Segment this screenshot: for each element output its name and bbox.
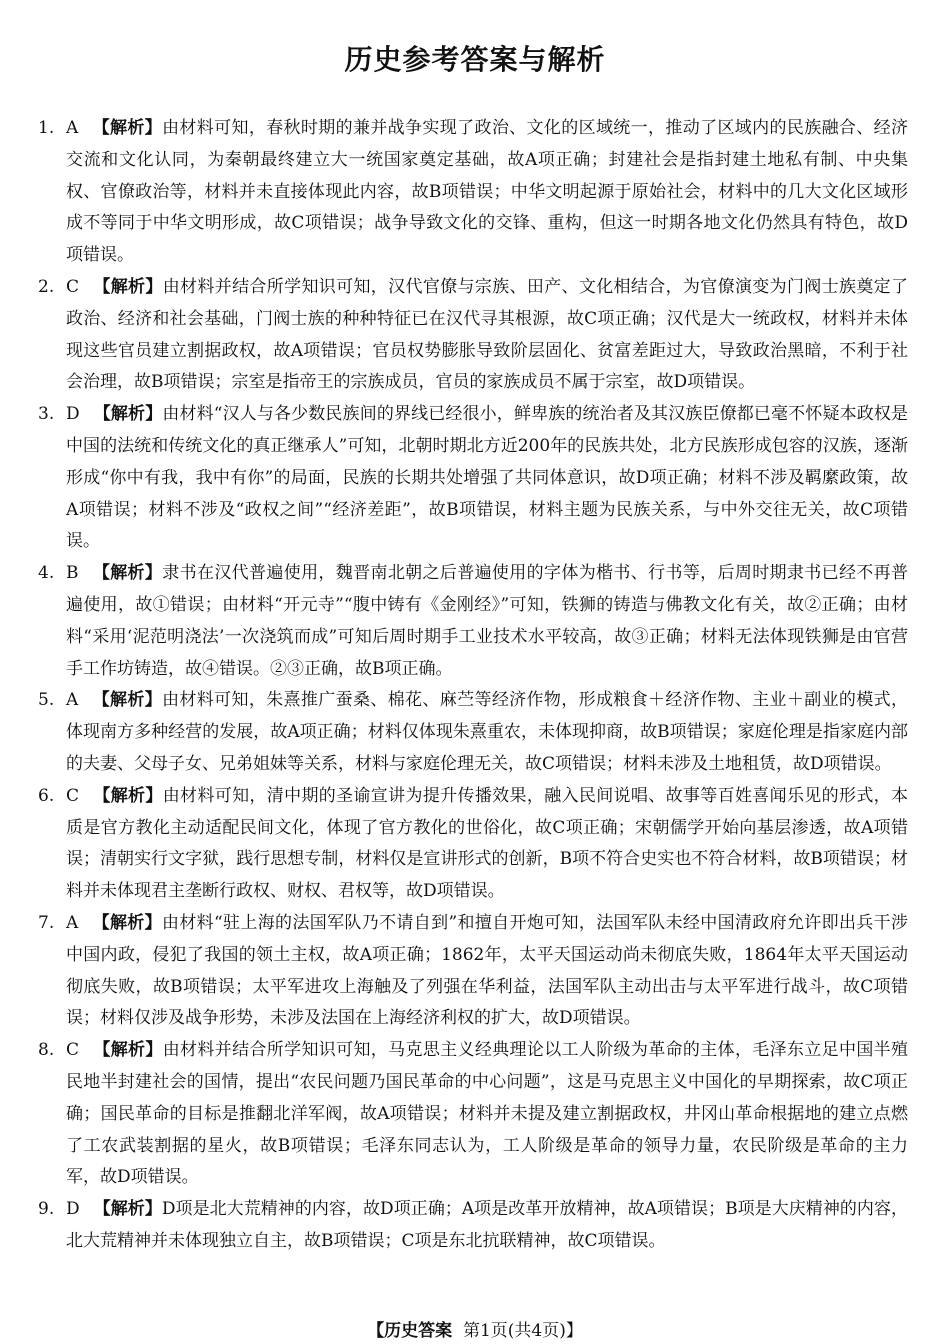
item-answer: C	[66, 1040, 80, 1061]
analysis-tag: 【解析】	[92, 563, 163, 584]
answer-item-3	[38, 399, 908, 558]
item-number: 8.	[38, 1040, 55, 1061]
item-number: 5.	[38, 690, 55, 711]
answer-item-1	[38, 113, 908, 272]
item-number: 7.	[38, 912, 55, 933]
answer-list	[38, 113, 908, 1258]
item-number: 3.	[38, 404, 55, 425]
analysis-text: 由材料并结合所学知识可知，马克思主义经典理论以工人阶级为革命的主体，毛泽东立足中国半殖民地半封建社会的国情，提出“农民问题乃国民革命的中心问题”，这是马克思主义中国化的早期探索，故C项正确；国民革命的目标是推翻北洋军阀，故A项错误；材料并未提及建立割据政权，井冈山革命根据地的建立点燃了工农武装割据的星火，故B项错误；毛泽东同志认为，工人阶级是革命的领导力量，农民阶级是革命的主力军，故D项错误。	[66, 1040, 909, 1188]
page-footer	[0, 1316, 950, 1341]
analysis-tag: 【解析】	[92, 690, 163, 711]
answer-item-8	[38, 1035, 908, 1194]
item-answer: C	[66, 785, 80, 806]
analysis-text: 由材料可知，清中期的圣谕宣讲为提升传播效果，融入民间说唱、故事等百姓喜闻乐见的形式，本质是官方教化主动适配民间文化，体现了官方教化的世俗化，故C项正确；宋朝儒学开始向基层渗透，故A项错误；清朝实行文字狱，践行思想专制，材料仅是宣讲形式的创新，B项不符合史实也不符合材料，故B项错误；材料并未体现君主垄断行政权、财权、君权等，故D项错误。	[66, 785, 909, 902]
item-answer: B	[66, 563, 79, 584]
answer-item-4	[38, 558, 908, 685]
analysis-tag: 【解析】	[92, 912, 162, 933]
analysis-text: D项是北大荒精神的内容，故D项正确；A项是改革开放精神，故A项错误；B项是大庆精神的内容，北大荒精神并未体现独立自主，故B项错误；C项是东北抗联精神，故C项错误。	[66, 1199, 908, 1251]
analysis-tag: 【解析】	[92, 118, 163, 138]
item-answer: A	[66, 118, 79, 138]
answer-item-9	[38, 1194, 908, 1258]
item-number: 2.	[38, 276, 55, 297]
item-number: 1.	[38, 118, 55, 138]
analysis-tag: 【解析】	[93, 1040, 163, 1061]
analysis-tag: 【解析】	[93, 276, 163, 297]
answer-item-5	[38, 685, 908, 780]
item-answer: A	[66, 912, 79, 933]
item-number: 9.	[38, 1199, 55, 1220]
analysis-tag: 【解析】	[93, 404, 163, 425]
item-answer: C	[66, 276, 80, 297]
analysis-tag: 【解析】	[93, 1199, 162, 1220]
analysis-tag: 【解析】	[93, 785, 163, 806]
page-title: 历史参考答案与解析	[344, 43, 606, 76]
answer-item-6	[38, 781, 908, 908]
item-answer: D	[66, 404, 80, 425]
analysis-text: 隶书在汉代普遍使用，魏晋南北朝之后普遍使用的字体为楷书、行书等，后周时期隶书已经不再普遍使用，故①错误；由材料“开元寺”“腹中铸有《金刚经》”可知，铁狮的铸造与佛教文化有关，故②正确；由材料“采用‘泥范明浇法’一次浇筑而成”可知后周时期手工业技术水平较高，故③正确；材料无法体现铁狮是由官营手工作坊铸造，故④错误。②③正确，故B项正确。	[66, 563, 909, 679]
item-number: 6.	[38, 785, 55, 806]
analysis-text: 由材料可知，朱熹推广蚕桑、棉花、麻苎等经济作物，形成粮食＋经济作物、主业＋副业的模式，体现南方多种经营的发展，故A项正确；材料仅体现朱熹重农，未体现抑商，故B项错误；家庭伦理是指家庭内部的夫妻、父母子女、兄弟姐妹等关系，材料与家庭伦理无关，故C项错误；材料未涉及土地租赁，故D项错误。	[66, 690, 909, 774]
item-answer: D	[66, 1199, 80, 1220]
answer-item-2	[38, 272, 908, 399]
analysis-text: 由材料“汉人与各少数民族间的界线已经很小，鲜卑族的统治者及其汉族臣僚都已毫不怀疑本政权是中国的法统和传统文化的真正继承人”可知，北朝时期北方近200年的民族共处，北方民族形成包容的汉族，逐渐形成“你中有我，我中有你”的局面，民族的长期共处增强了共同体意识，故D项正确；材料不涉及羁縻政策，故A项错误；材料不涉及“政权之间”“经济差距”，故B项错误，材料主题为民族关系，与中外交往无关，故C项错误。	[66, 404, 908, 552]
answer-item-7	[38, 908, 908, 1035]
footer-label: 【历史答案	[367, 1321, 453, 1341]
analysis-text: 由材料可知，春秋时期的兼并战争实现了政治、文化的区域统一，推动了区域内的民族融合、经济交流和文化认同，为秦朝最终建立大一统国家奠定基础，故A项正确；封建社会是指封建土地私有制、中央集权、官僚政治等，材料并未直接体现此内容，故B项错误；中华文明起源于原始社会，材料中的几大文化区域形成不等同于中华文明形成，故C项错误；战争导致文化的交锋、重构，但这一时期各地文化仍然具有特色，故D项错误。	[66, 118, 909, 266]
footer-page-number: 第1页(共4页)】	[462, 1321, 583, 1341]
analysis-text: 由材料“驻上海的法国军队乃不请自到”和擅自开炮可知，法国军队未经中国清政府允许即出兵干涉中国内政，侵犯了我国的领土主权，故A项正确；1862年，太平天国运动尚未彻底失败，1864年太平天国运动彻底失败，故B项错误；太平军进攻上海触及了列强在华利益，法国军队主动出击与太平军进行战斗，故C项错误；材料仅涉及战争形势，未涉及法国在上海经济利权的扩大，故D项错误。	[66, 912, 908, 1029]
item-number: 4.	[38, 563, 55, 584]
item-answer: A	[66, 690, 79, 711]
analysis-text: 由材料并结合所学知识可知，汉代官僚与宗族、田产、文化相结合，为官僚演变为门阀士族奠定了政治、经济和社会基础，门阀士族的种种特征已在汉代寻其根源，故C项正确；汉代是大一统政权，材料并未体现这些官员建立割据政权，故A项错误；官员权势膨胀导致阶层固化、贫富差距过大，导致政治黑暗，不利于社会治理，故B项错误；宗室是指帝王的宗族成员，官员的家族成员不属于宗室，故D项错误。	[66, 276, 909, 393]
